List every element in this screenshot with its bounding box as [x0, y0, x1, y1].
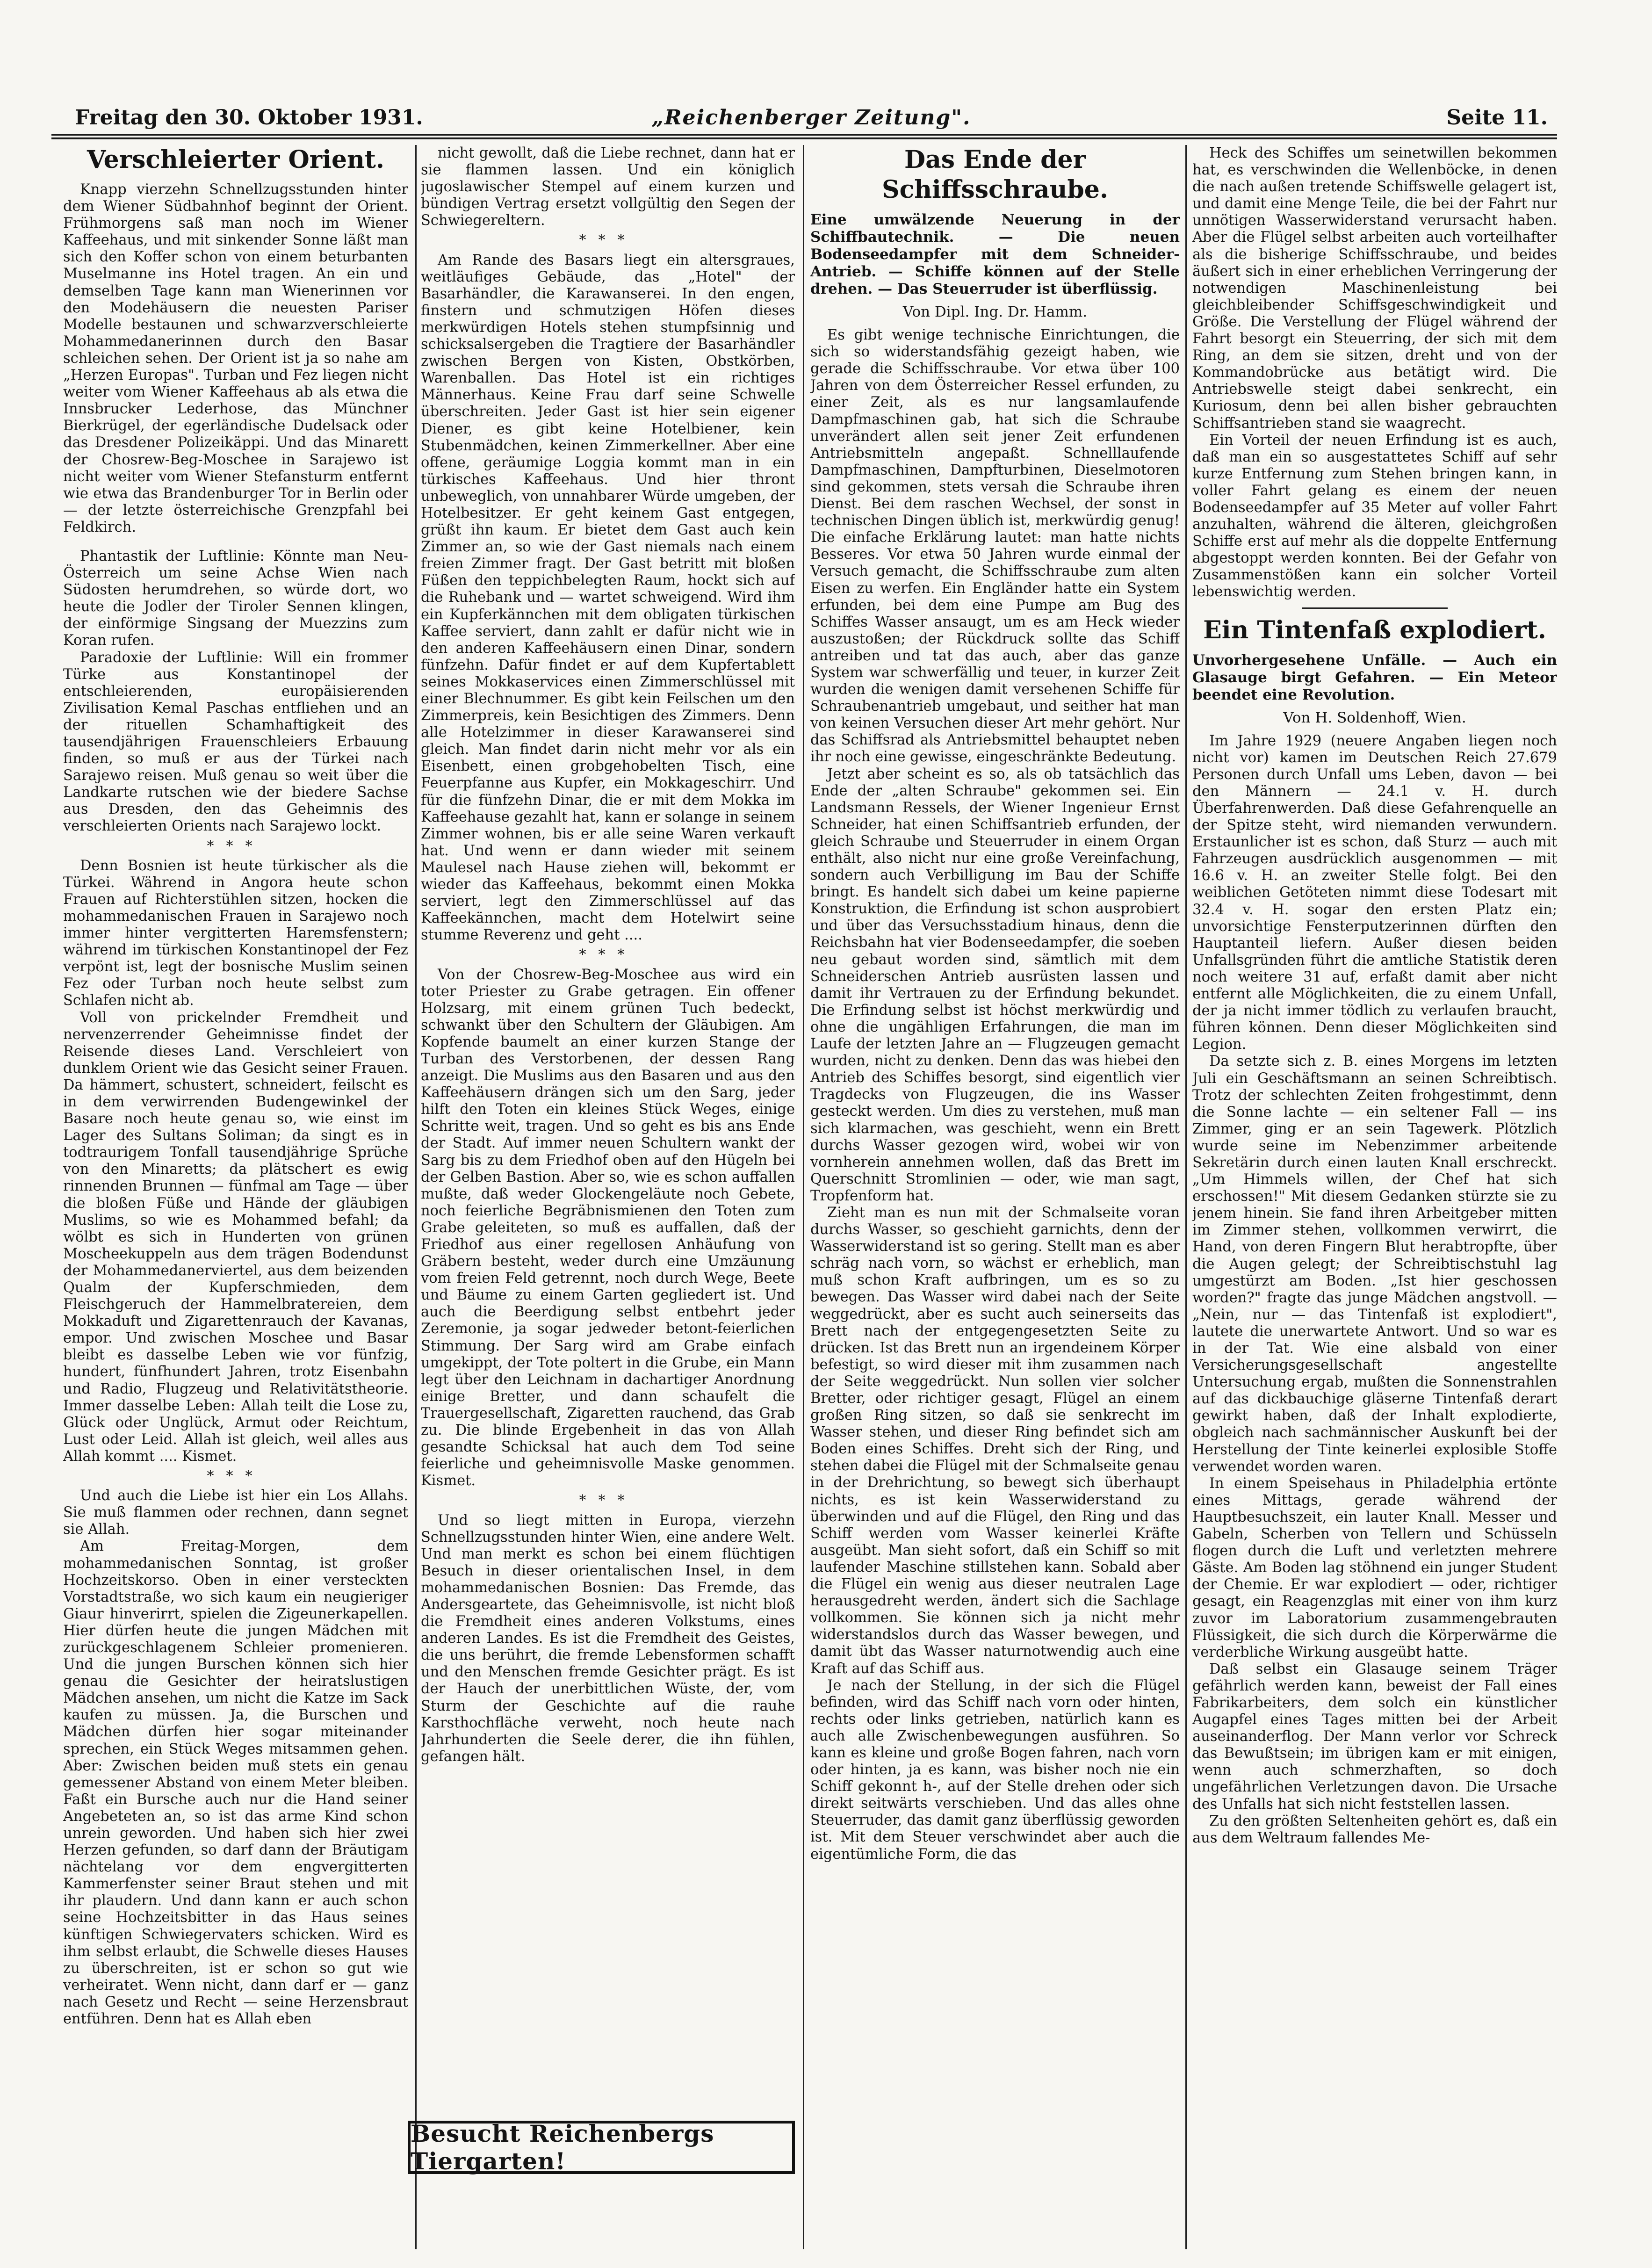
- article-title-schiffsschraube: Das Ende der Schiffsschraube.: [882, 145, 1108, 204]
- paragraph: Heck des Schiffes um seinetwillen bekommen hat, es verschwinden die Wellenböcke, in denen die nach außen tretende Schiffswelle gelagert ist, und damit eine Menge Teile, die bei der Fahrt nur unnötigen Wasserwiderstand verursacht haben. Aber die Flügel selbst arbeiten auch vorteilhafter als die bisherige Schiffsschraube, und beides äußert sich in einer erheblichen Verringerung der notwendigen Maschinenleistung bei gleichbleibender Schiffsgeschwindigkeit und Größe. Die Verstellung der Flügel während der Fahrt besorgt ein Steuerring, der sich mit dem Ring, an dem sie sitzen, dreht und von der Kommandobrücke aus betätigt wird. Die Antriebswelle steigt dabei senkrecht, ein Kuriosum, denn bei allen bisher gebrauchten Schiffsantrieben stand sie waagrecht.: [1192, 145, 1557, 432]
- column-divider: [1185, 145, 1187, 2249]
- paragraph: Im Jahre 1929 (neuere Angaben liegen noch nicht vor) kamen im Deutschen Reich 27.679 Personen durch Unfall ums Leben, davon — bei den Männern — 24.1 v. H. durch Überfahrenwerden. Daß diese Gefahrenquelle an der Spitze steht, wird niemanden verwundern. Erstaunlicher ist es schon, daß Sturz — auch mit Fahrzeugen ausdrücklich ausgenommen — mit 16.6 v. H. an zweiter Stelle folgt. Bei den weiblichen Getöteten nimmt diese Todesart mit 32.4 v. H. sogar den ersten Platz ein; unvorsichtige Fensterputzerinnen dürften den Hauptanteil liefern. Außer diesen beiden Unfallsgründen führt die amtliche Statistik deren noch weitere 31 auf, erfaßt damit aber nicht entfernt alle Möglichkeiten, die zu einem Unfall, der ja nicht immer tödlich zu verlaufen braucht, führen können. Denn dieser Möglichkeiten sind Legion.: [1192, 732, 1557, 1053]
- paragraph: Je nach der Stellung, in der sich die Flügel befinden, wird das Schiff nach vorn oder hinten, rechts oder links getrieben, natürlich kann es auch alle Zwischenbewegungen ausführen. So kann es kleine und große Bogen fahren, nach vorn oder hinten, ja es kann, was bisher noch nie ein Schiff gekonnt h-, auf der Stelle drehen oder sich direkt seitwärts verschieben. Und das alles ohne Steuerruder, das damit ganz überflüssig geworden ist. Mit dem Steuer verschwindet aber auch die eigentümliche Form, die das: [810, 1677, 1180, 1863]
- article-column-4: [1192, 145, 1557, 2212]
- page-number: Seite 11.: [1446, 106, 1548, 130]
- paragraph: Paradoxie der Luftlinie: Will ein frommer Türke aus Konstantinopel der entschleierenden, europäisierenden Zivilisation Kemal Paschas entfliehen und an der rituellen Schamhaftigkeit des tausendjährigen Frauenschleiers Erbauung finden, so muß er aus der Türkei nach Sarajewo reisen. Muß genau so weit über die Landkarte rutschen wie der biedere Sachse aus Dresden, den das Geheimnis des verschleierten Orients nach Sarajewo lockt.: [63, 649, 408, 835]
- advert-text: Besucht Reichenbergs Tiergarten!: [411, 2120, 714, 2175]
- tiergarten-advert: [408, 2121, 795, 2174]
- column-divider: [803, 145, 804, 2249]
- section-separator: ***: [207, 1468, 265, 1485]
- paragraph: Denn Bosnien ist heute türkischer als die Türkei. Während in Angora heute schon Frauen auf Richterstühlen sitzen, hocken die mohammedanischen Frauen in Sarajewo noch immer hinter vergitterten Haremsfenstern; während im türkischen Konstantinopel der Fez verpönt ist, legt der bosnische Muslim seinen Fez oder Turban noch heute selbst zum Schlafen nicht ab.: [63, 857, 408, 1009]
- article-byline: Von H. Soldenhoff, Wien.: [1283, 709, 1466, 726]
- paragraph: Zu den größten Seltenheiten gehört es, daß ein aus dem Weltraum fallendes Me-: [1192, 1813, 1557, 1846]
- paragraph: Und auch die Liebe ist hier ein Los Allahs. Sie muß flammen oder rechnen, dann segnet sie Allah.: [63, 1488, 408, 1538]
- article-subtitle: Unvorhergesehene Unfälle. — Auch ein Glasauge birgt Gefahren. — Ein Meteor beendet eine Revolution.: [1192, 651, 1557, 703]
- paragraph: Knapp vierzehn Schnellzugsstunden hinter dem Wiener Südbahnhof beginnt der Orient. Frühmorgens saß man noch im Wiener Kaffeehaus, und mit sinkender Sonne läßt man sich den Koffer schon von einem beturbanten Muselmanne ins Hotel tragen. An ein und demselben Tage kann man Wienerinnen vor den Modehäusern die neuesten Pariser Modelle bestaunen und schwarzverschleierte Mohammedanerinnen durch den Basar schleichen sehen. Der Orient ist ja so nahe am „Herzen Europas". Turban und Fez liegen nicht weiter vom Wiener Kaffeehaus ab als etwa die Innsbrucker Lederhose, das Münchner Bierkrügel, der egerländische Dudelsack oder das Dresdener Polizeikäppi. Und das Minarett der Chosrew-Beg-Moschee in Sarajewo ist nicht weiter vom Wiener Stefansturm entfernt wie etwa das Brandenburger Tor in Berlin oder — der letzte österreichische Grenzpfahl bei Feldkirch.: [63, 181, 408, 535]
- article-subtitle: Eine umwälzende Neuerung in der Schiffbautechnik. — Die neuen Bodenseedampfer mit dem Schneider-Antrieb. — Schiffe können auf der Stelle drehen. — Das Steuerruder ist überflüssig.: [810, 211, 1180, 297]
- masthead: [70, 106, 1552, 134]
- paragraph: Da setzte sich z. B. eines Morgens im letzten Juli ein Geschäftsmann an seinen Schreibtisch. Trotz der schlechten Zeiten frohgestimmt, denn die Sonne lachte — ein seltener Fall — ins Zimmer, ging er an sein Tagewerk. Plötzlich wurde seine im Nebenzimmer arbeitende Sekretärin durch einen lauten Knall erschreckt. „Um Himmels willen, der Chef hat sich erschossen!" Mit diesem Gedanken stürzte sie zu jenem hinein. Sie fand ihren Arbeitgeber mitten im Zimmer stehen, vollkommen verwirrt, die Hand, von deren Fingern Blut herabtropfte, über die Augen gelegt; der Schreibtischstuhl lag umgestürzt am Boden. „Ist hier geschossen worden?" fragte das junge Mädchen angstvoll. — „Nein, nur — das Tintenfaß ist explodiert", lautete die unerwartete Antwort. Und so war es in der Tat. Wie eine alsbald von einer Versicherungsgesellschaft angestellte Untersuchung ergab, mußten die Sonnenstrahlen auf das dickbauchige gläserne Tintenfaß derart gewirkt haben, daß der Inhalt explodierte, obgleich nach sachmännischer Auskunft bei der Herstellung der Tinte keinerlei explosible Stoffe verwendet worden waren.: [1192, 1053, 1557, 1475]
- section-separator: ***: [579, 946, 637, 963]
- article-separator: [1302, 607, 1448, 609]
- paragraph: Jetzt aber scheint es so, als ob tatsächlich das Ende der „alten Schraube" gekommen sei. Ein Landsmann Ressels, der Wiener Ingenieur Ernst Schneider, hat einen Schiffsantrieb erfunden, der gleich Schraube und Steuerruder in einem Organ enthält, also nicht nur eine große Vereinfachung, sondern auch Verbilligung im Bau der Schiffe bringt. Es handelt sich dabei um keine papierne Konstruktion, die Erfindung ist schon ausprobiert und über das Versuchsstadium hinaus, denn die Reichsbahn hat vier Bodenseedampfer, die soeben neu gebaut worden sind, sämtlich mit dem Schneiderschen Antrieb ausrüsten lassen und damit ihr Vertrauen zu der Erfindung bekundet. Die Erfindung selbst ist höchst merkwürdig und ohne die ungähligen Erfahrungen, die man im Laufe der letzten Jahre an — Flugzeugen gemacht wurden, nicht zu denken. Denn das was hiebei den Antrieb des Schiffes besorgt, sind eigentlich vier Tragdecks von Flugzeugen, die ins Wasser gesteckt werden. Um dies zu verstehen, muß man sich klarmachen, was geschieht, wenn ein Brett durchs Wasser gezogen wird, wobei wir von vornherein annehmen wollen, daß das Brett im Querschnitt Stromlinien — oder, wie man sagt, Tropfenform hat.: [810, 766, 1180, 1204]
- paragraph: Und so liegt mitten in Europa, vierzehn Schnellzugsstunden hinter Wien, eine andere Welt. Und man merkt es schon bei einem flüchtigen Besuch in dieser orientalischen Insel, in dem mohammedanischen Bosnien: Das Fremde, das Andersgeartete, das Geheimnisvolle, ist nicht bloß die Fremdheit eines anderen Volkstums, eines anderen Landes. Es ist die Fremdheit des Geistes, die uns berührt, die fremde Lebensformen schafft und den Menschen fremde Gesichter prägt. Es ist der Hauch der unerbittlichen Wüste, der, vom Sturm der Geschichte auf die rauhe Karsthochfläche verweht, noch heute nach Jahrhunderten die Seele derer, die ihn fühlen, gefangen hält.: [421, 1512, 795, 1765]
- article-title-orient: Verschleierter Orient.: [87, 145, 384, 174]
- paragraph: Es gibt wenige technische Einrichtungen, die sich so widerstandsfähig gezeigt haben, wie gerade die Schiffsschraube. Vor etwa über 100 Jahren von dem Österreicher Ressel erfunden, zu einer Zeit, als es nur langsamlaufende Dampfmaschinen gab, hat sich die Schraube unverändert allen seit jener Zeit erfundenen Antriebsmitteln angepaßt. Schnelllaufende Dampfmaschinen, Dampfturbinen, Dieselmotoren sind gekommen, stets versah die Schraube ihren Dienst. Bei dem raschen Wechsel, der sonst in technischen Dingen üblich ist, merkwürdig genug! Die einfache Erklärung lautet: man hatte nichts Besseres. Vor etwa 50 Jahren wurde einmal der Versuch gemacht, die Schiffsschraube zum alten Eisen zu werfen. Ein Engländer hatte ein System erfunden, bei dem eine Pumpe am Bug des Schiffes Wasser ansaugt, um es am Heck wieder auszustoßen; der Rückdruck sollte das Schiff antreiben und tat das auch, aber das ganze System war schwerfällig und teuer, in kurzer Zeit wurden die wenigen damit versehenen Schiffe für Schraubenantrieb umgebaut, und seither hat man von keinen Versuchen dieser Art mehr gehört. Nur das Schiffsrad als Antriebsmittel behauptet neben ihr noch eine gewisse, eingeschränkte Bedeutung.: [810, 327, 1180, 766]
- paragraph: Ein Vorteil der neuen Erfindung ist es auch, daß man ein so ausgestattetes Schiff auf sehr kurze Entfernung zum Stehen bringen kann, in voller Fahrt gelang es einem der neuen Bodenseedampfer auf 35 Meter auf voller Fahrt anzuhalten, während die älteren, gleichgroßen Schiffe erst auf mehr als die doppelte Entfernung abgestoppt werden konnten. Bei der Gefahr von Zusammenstößen kann ein solcher Vorteil lebenswichtig werden.: [1192, 432, 1557, 600]
- article-column-3: [810, 145, 1180, 2212]
- article-byline: Von Dipl. Ing. Dr. Hamm.: [902, 303, 1088, 320]
- paragraph: Am Rande des Basars liegt ein altersgraues, weitläufiges Gebäude, das „Hotel" der Basarhändler, die Karawanserei. In den engen, finstern und schmutzigen Höfen dieses merkwürdigen Hotels stehen stumpfsinnig und schicksalsergeben die Tragtiere der Basarhändler zwischen Bergen von Kisten, Obstkörben, Warenballen. Das Hotel ist ein richtiges Männerhaus. Keine Frau darf seine Schwelle überschreiten. Jeder Gast ist hier sein eigener Diener, es gibt keine Hotelbiener, kein Stubenmädchen, keinen Zimmerkellner. Aber eine offene, geräumige Loggia kommt man in ein türkisches Kaffeehaus. Und hier thront unbeweglich, von unnahbarer Würde umgeben, der Hotelbesitzer. Er geht keinem Gast entgegen, grüßt ihn kaum. Er bietet dem Gast auch kein Zimmer an, so wie der Gast niemals nach einem freien Zimmer fragt. Der Gast betritt mit bloßen Füßen den teppichbelegten Raum, hockt sich auf die Ruhebank und — wartet schweigend. Wird ihm ein Kupferkännchen mit dem obligaten türkischen Kaffee serviert, dann zahlt er dafür nicht wie in den anderen Kaffeehäusern einen Dinar, sondern fünfzehn. Dafür findet er auf dem Kupfertablett seines Mokkaservices einen Zimmerschlüssel mit einer Blechnummer. Es gibt kein Feilschen um den Zimmerpreis, kein Besichtigen des Zimmers. Denn alle Hotelzimmer in dieser Karawanserei sind gleich. Man findet darin nicht mehr vor als ein Eisenbett, einen grobgehobelten Tisch, eine Feuerpfanne aus Kupfer, ein Mokkageschirr. Und für die fünfzehn Dinar, die er mit dem Mokka im Kaffeehause gezahlt hat, kann er solange in seinem Zimmer wohnen, bis er alle seine Waren verkauft hat. Und wenn er dann wieder mit seinem Maulesel nach Hause ziehen will, bekommt er wieder das Kaffeehaus, bekommt einen Mokka serviert, legt den Zimmerschlüssel auf das Kaffeekännchen, macht dem Hotelwirt seine stumme Reverenz und geht ....: [421, 252, 795, 944]
- paragraph: Am Freitag-Morgen, dem mohammedanischen Sonntag, ist großer Hochzeitskorso. Oben in einer versteckten Vorstadtstraße, wo sich kaum ein neugieriger Giaur hinverirrt, spielen die Zigeunerkapellen. Hier dürfen heute die jungen Mädchen mit zurückgeschlagenem Schleier promenieren. Und die jungen Burschen können sich hier genau die Gesichter der heiratslustigen Mädchen ansehen, um nicht die Katze im Sack kaufen zu müssen. Ja, die Burschen und Mädchen dürfen hier sogar miteinander sprechen, ein Stück Weges mitsammen gehen. Aber: Zwischen beiden muß stets ein genau gemessener Abstand von einem Meter bleiben. Faßt ein Bursche auch nur die Hand seiner Angebeteten an, so ist das arme Kind schon unrein geworden. Und haben sich hier zwei Herzen gefunden, so darf dann der Bräutigam nächtelang vor dem engvergitterten Kammerfenster seiner Braut stehen und mit ihr plaudern. Und dann kann er auch schon seine Hochzeitsbitter in das Haus seines künftigen Schwiegervaters schicken. Wird es ihm selbst erlaubt, die Schwelle dieses Hauses zu überschreiten, ist er schon so gut wie verheiratet. Wenn nicht, dann darf er — ganz nach Gesetz und Recht — seine Herzensbraut entführen. Denn hat es Allah eben: [63, 1538, 408, 2028]
- article-column-2: [421, 145, 795, 2109]
- paragraph: Daß selbst ein Glasauge seinem Träger gefährlich werden kann, beweist der Fall eines Fabrikarbeiters, dem solch ein künstlicher Augapfel eines Tages mitten bei der Arbeit auseinanderflog. Der Mann verlor vor Schreck das Bewußtsein; im übrigen kam er mit einigen, wenn auch schmerzhaften, so doch ungefährlichen Verletzungen davon. Die Ursache des Unfalls hat sich nicht feststellen lassen.: [1192, 1661, 1557, 1813]
- paragraph: Phantastik der Luftlinie: Könnte man Neu-Österreich um seine Achse Wien nach Südosten herumdrehen, so würde dort, wo heute die Jodler der Tiroler Sennen klingen, der einförmige Singsang der Muezzins zum Koran rufen.: [63, 548, 408, 649]
- paragraph: Voll von prickelnder Fremdheit und nervenzerrender Geheimnisse findet der Reisende dieses Land. Verschleiert von dunklem Orient wie das Gesicht seiner Frauen. Da hämmert, schustert, schneidert, feilscht es in dem verwirrenden Budengewinkel der Basare noch heute genau so, wie einst im Lager des Sultans Soliman; da singt es in todtraurigem Tonfall tausendjährige Sprüche von den Minaretts; da plätschert es ewig rinnenden Brunnen — fünfmal am Tage — über die bloßen Füße und Hände der gläubigen Muslims, so wie es Mohammed befahl; da wölbt es sich in Hunderten von grünen Moscheekuppeln aus dem trägen Bodendunst der Mohammedanerviertel, aus dem beizenden Qualm der Kupferschmieden, dem Fleischgeruch der Hammelbratereien, dem Mokkaduft und Zigarettenrauch der Kavanas, empor. Und zwischen Moschee und Basar bleibt es dasselbe Leben wie vor fünfzig, hundert, fünfhundert Jahren, trotz Eisenbahn und Radio, Flugzeug und Relativitätstheorie. Immer dasselbe Leben: Allah teilt die Lose zu, Glück oder Unglück, Armut oder Reichtum, Lust oder Leid. Allah ist gleich, weil alles aus Allah kommt .... Kismet.: [63, 1009, 408, 1465]
- column-divider: [415, 145, 417, 2249]
- section-separator: ***: [207, 838, 265, 854]
- section-separator: ***: [579, 232, 637, 249]
- header-rule: [51, 134, 1557, 139]
- newspaper-name: „Reichenberger Zeitung".: [651, 106, 971, 130]
- paragraph: In einem Speisehaus in Philadelphia ertönte eines Mittags, gerade während der Hauptbesuchszeit, ein lauter Knall. Messer und Gabeln, Scherben von Tellern und Schüsseln flogen durch die Luft und verletzten mehrere Gäste. Am Boden lag stöhnend ein junger Student der Chemie. Er war explodiert — oder, richtiger gesagt, ein Reagenzglas mit einer von ihm kurz zuvor im Laboratorium zusammengebrauten Flüssigkeit, die sich durch die Körperwärme die verderbliche Wirkung ausgeübt hatte.: [1192, 1475, 1557, 1661]
- article-title-tintenfass: Ein Tintenfaß explodiert.: [1203, 615, 1546, 644]
- paragraph: nicht gewollt, daß die Liebe rechnet, dann hat er sie flammen lassen. Und ein königlich jugoslawischer Stempel auf einem kurzen und bündigen Vertrag ersetzt vollgültig den Segen der Schwiegereltern.: [421, 145, 795, 229]
- paragraph: Zieht man es nun mit der Schmalseite voran durchs Wasser, so geschieht garnichts, denn der Wasserwiderstand ist so gering. Stellt man es aber schräg nach vorn, so wächst er erheblich, man muß schon Kraft aufbringen, um es so zu bewegen. Das Wasser wird dabei nach der Seite weggedrückt, aber es sucht auch seinerseits das Brett nach der entgegengesetzten Seite zu drücken. Ist das Brett nun an irgendeinem Körper befestigt, so wird dieser mit ihm zusammen nach der Seite weggedrückt. Nun sollen vier solcher Bretter, oder richtiger gesagt, Flügel an einem großen Ring sitzen, so daß sie senkrecht im Wasser stehen, und dieser Ring befindet sich am Boden eines Schiffes. Dreht sich der Ring, und stehen dabei die Flügel mit der Schmalseite genau in der Drehrichtung, so bewegt sich überhaupt nichts, es ist kein Wasserwiderstand zu überwinden und auf die Flügel, den Ring und das Schiff werden vom Wasser keinerlei Kräfte ausgeübt. Man sieht sofort, daß ein Schiff so mit laufender Maschine stillstehen kann. Sobald aber die Flügel ein wenig aus dieser neutralen Lage herausgedreht werden, ändert sich die Sachlage vollkommen. Sie können sich ja nicht mehr widerstandslos durch das Wasser bewegen, und damit übt das Wasser naturnotwendig auch eine Kraft auf das Schiff aus.: [810, 1204, 1180, 1677]
- paragraph: Von der Chosrew-Beg-Moschee aus wird ein toter Priester zu Grabe getragen. Ein offener Holzsarg, mit einem grünen Tuch bedeckt, schwankt über den Schultern der Gläubigen. Am Kopfende baumelt an einer kurzen Stange der Turban des Verstorbenen, der dessen Rang anzeigt. Die Muslims aus den Basaren und aus den Kaffeehäusern drängen sich um den Sarg, jeder hilft den Toten ein kleines Stück Weges, einige Schritte weit, tragen. Und so geht es bis ans Ende der Stadt. Auf immer neuen Schultern wankt der Sarg bis zu dem Friedhof oben auf den Hügeln bei der Gelben Bastion. Aber so, wie es schon auffallen mußte, daß weder Glockengeläute noch Gebete, noch feierliche Begräbnismienen den Toten zum Grabe geleiteten, so muß es auffallen, daß der Friedhof aus einer regellosen Anhäufung von Gräbern besteht, weder durch eine Umzäunung vom freien Feld getrennt, noch durch Wege, Beete und Bäume zu einem Garten gegliedert ist. Und auch die Beerdigung selbst entbehrt jeder Zeremonie, ja sogar jedweder betont-feierlichen Stimmung. Der Sarg wird am Grabe einfach umgekippt, der Tote poltert in die Grube, ein Mann legt über den Leichnam in dachartiger Anordnung einige Bretter, und dann schaufelt die Trauergesellschaft, Zigaretten rauchend, das Grab zu. Die blinde Ergebenheit in das von Allah gesandte Schicksal hat auch dem Tod seine feierliche und geheimnisvolle Maske genommen. Kismet.: [421, 966, 795, 1489]
- section-separator: ***: [579, 1492, 637, 1509]
- article-column-1: [63, 145, 408, 2203]
- header-date: Freitag den 30. Oktober 1931.: [75, 106, 423, 130]
